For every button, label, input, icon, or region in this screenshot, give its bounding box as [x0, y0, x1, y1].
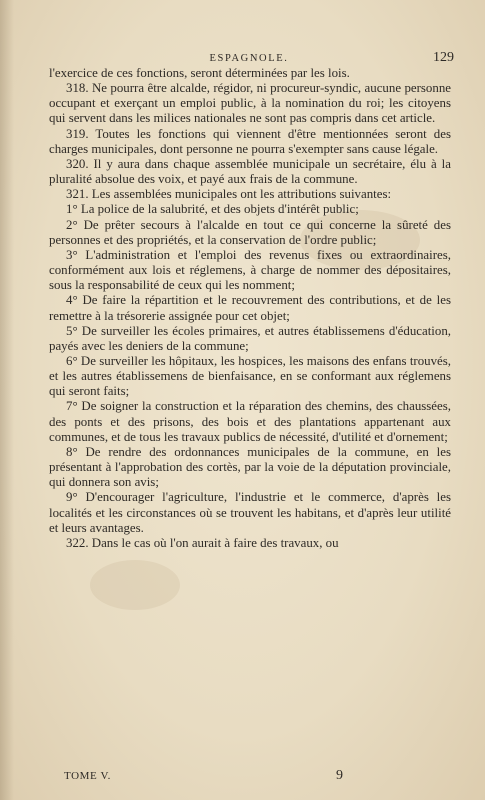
body-text: [49, 66, 451, 551]
volume-label: TOME V.: [64, 770, 111, 782]
paragraph: 318. Ne pourra être alcalde, régidor, ni procureur-syndic, aucune personne occupant et exerçant un emploi public, à la nomination du roi; les citoyens qui servent dans les milices nationales ne sont pas compris dans cet article.: [49, 81, 451, 126]
paragraph: 319. Toutes les fonctions qui viennent d'être mentionnées seront des charges municipales, dont personne ne pourra s'exempter sans cause légale.: [49, 126, 451, 156]
page-header: [44, 50, 454, 66]
paragraph: 1° La police de la salubrité, et des objets d'intérêt public;: [66, 202, 359, 217]
paragraph: 322. Dans le cas où l'on aurait à faire des travaux, ou: [66, 535, 339, 550]
page-footer: [64, 768, 354, 786]
paragraph: 3° L'administration et l'emploi des revenus fixes ou extraordinaires, conformément aux lois et réglemens, à charge de nommer des dépositaires, sous la responsabilité de ceux qui les nomment;: [49, 247, 451, 293]
paper-stain: [90, 560, 180, 610]
page-number: 129: [433, 50, 454, 65]
paragraph: 2° De prêter secours à l'alcalde en tout ce qui concerne la sûreté des personnes et des propriétés, et la conservation de l'ordre public;: [49, 217, 451, 247]
paragraph: 321. Les assemblées municipales ont les attributions suivantes:: [66, 187, 392, 202]
running-title: ESPAGNOLE.: [209, 53, 289, 64]
paragraph: 6° De surveiller les hôpitaux, les hospices, les maisons des enfans trouvés, et les autres établissemens de bienfaisance, en se conformant aux réglemens qui seront faits;: [49, 353, 451, 399]
paragraph: 8° De rendre des ordonnances municipales de la commune, en les présentant à l'approbation des cortès, par la voie de la députation provinciale, qui donnera son avis;: [49, 444, 451, 490]
signature-mark: 9: [336, 768, 343, 783]
paragraph: 9° D'encourager l'agriculture, l'industrie et le commerce, d'après les localités et les circonstances où se trouvent les habitans, et d'après leur utilité et leurs avantages.: [49, 490, 451, 535]
paragraph: 7° De soigner la construction et la réparation des chemins, des chaussées, des ponts et des prisons, des bois et des plantations appartenant aux communes, et de tous les travaux publics de nécessité, d'utilité et d'ornement;: [49, 399, 451, 444]
paragraph: 4° De faire la répartition et le recouvrement des contributions, et de les remettre à la trésorerie assignée pour cet objet;: [49, 293, 451, 323]
paragraph: 320. Il y aura dans chaque assemblée municipale un secrétaire, élu à la pluralité absolue des voix, et payé aux frais de la commune.: [49, 156, 451, 187]
spine-shadow: [0, 0, 14, 800]
paragraph: 5° De surveiller les écoles primaires, et autres établissemens d'éducation, payés avec les deniers de la commune;: [49, 323, 451, 353]
paragraph: l'exercice de ces fonctions, seront déterminées par les lois.: [49, 66, 350, 80]
